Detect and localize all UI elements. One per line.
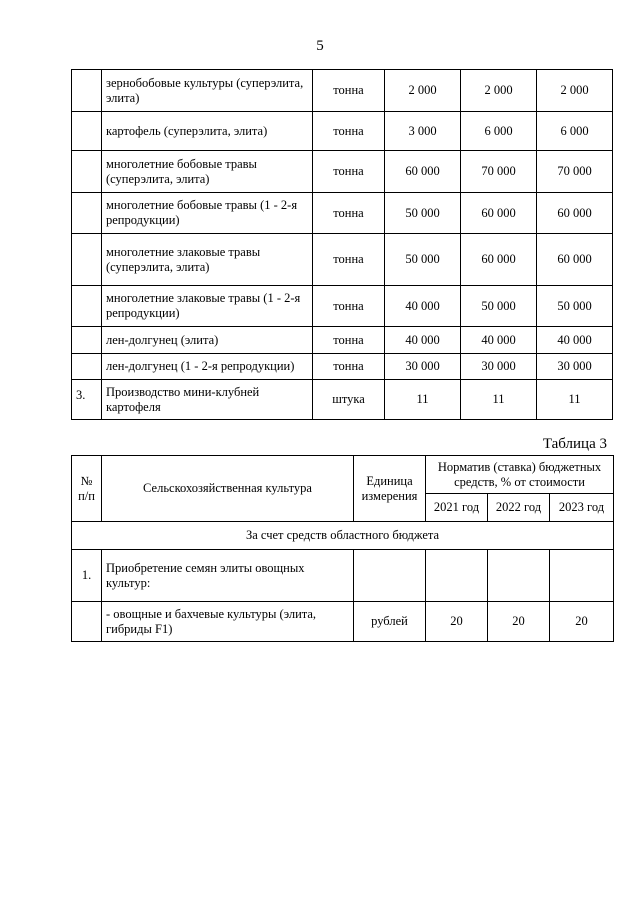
value-2021: 50 000 bbox=[385, 193, 461, 234]
value-2022: 6 000 bbox=[461, 112, 537, 151]
row-number bbox=[72, 70, 102, 112]
table-row bbox=[72, 602, 614, 642]
header-year-2023: 2023 год bbox=[550, 494, 614, 522]
crop-name: картофель (суперэлита, элита) bbox=[102, 112, 313, 151]
value-2021: 60 000 bbox=[385, 151, 461, 193]
table-row bbox=[72, 354, 613, 380]
section-row bbox=[72, 522, 614, 550]
value-2021: 40 000 bbox=[385, 286, 461, 327]
table-row bbox=[72, 380, 613, 420]
header-unit: Единица измерения bbox=[354, 456, 426, 522]
crop-name: зернобобовые культуры (суперэлита, элита) bbox=[102, 70, 313, 112]
table-row bbox=[72, 286, 613, 327]
value-2023: 70 000 bbox=[537, 151, 613, 193]
value-2021: 3 000 bbox=[385, 112, 461, 151]
unit: тонна bbox=[313, 151, 385, 193]
value-2023: 50 000 bbox=[537, 286, 613, 327]
value-2021: 20 bbox=[426, 602, 488, 642]
value-2021: 2 000 bbox=[385, 70, 461, 112]
row-number bbox=[72, 151, 102, 193]
header-norm: Норматив (ставка) бюджетных средств, % от стоимости bbox=[426, 456, 614, 494]
row-number: 3. bbox=[72, 380, 102, 420]
value-2022: 50 000 bbox=[461, 286, 537, 327]
value-2023: 20 bbox=[550, 602, 614, 642]
value-2022: 60 000 bbox=[461, 193, 537, 234]
crop-name: многолетние бобовые травы (1 - 2-я репродукции) bbox=[102, 193, 313, 234]
unit: рублей bbox=[354, 602, 426, 642]
unit: тонна bbox=[313, 70, 385, 112]
value-2021: 50 000 bbox=[385, 234, 461, 286]
crop-name: многолетние бобовые травы (суперэлита, элита) bbox=[102, 151, 313, 193]
value-2021: 30 000 bbox=[385, 354, 461, 380]
value-2022: 70 000 bbox=[461, 151, 537, 193]
table-row bbox=[72, 327, 613, 354]
unit bbox=[354, 550, 426, 602]
page-number: 5 bbox=[316, 38, 324, 54]
value-2023: 6 000 bbox=[537, 112, 613, 151]
crop-name: лен-долгунец (элита) bbox=[102, 327, 313, 354]
row-number: 1. bbox=[72, 550, 102, 602]
header-number: № п/п bbox=[72, 456, 102, 522]
unit: тонна bbox=[313, 234, 385, 286]
table-row bbox=[72, 151, 613, 193]
row-number bbox=[72, 286, 102, 327]
crop-name: Производство мини-клубней картофеля bbox=[102, 380, 313, 420]
value-2022: 11 bbox=[461, 380, 537, 420]
row-number bbox=[72, 354, 102, 380]
seed-cost-table bbox=[71, 69, 613, 420]
crop-name: Приобретение семян элиты овощных культур: bbox=[102, 550, 354, 602]
value-2022: 60 000 bbox=[461, 234, 537, 286]
row-number bbox=[72, 602, 102, 642]
budget-norm-table bbox=[71, 455, 614, 642]
value-2023: 30 000 bbox=[537, 354, 613, 380]
value-2023: 11 bbox=[537, 380, 613, 420]
unit: тонна bbox=[313, 327, 385, 354]
table-row bbox=[72, 193, 613, 234]
table-row bbox=[72, 112, 613, 151]
unit: тонна bbox=[313, 193, 385, 234]
value-2022 bbox=[488, 550, 550, 602]
unit: штука bbox=[313, 380, 385, 420]
header-crop: Сельскохозяйственная культура bbox=[102, 456, 354, 522]
row-number bbox=[72, 234, 102, 286]
value-2021 bbox=[426, 550, 488, 602]
section-title: За счет средств областного бюджета bbox=[72, 522, 614, 550]
row-number bbox=[72, 112, 102, 151]
value-2022: 20 bbox=[488, 602, 550, 642]
crop-name: многолетние злаковые травы (суперэлита, элита) bbox=[102, 234, 313, 286]
header-year-2022: 2022 год bbox=[488, 494, 550, 522]
table-row bbox=[72, 70, 613, 112]
value-2023: 40 000 bbox=[537, 327, 613, 354]
header-year-2021: 2021 год bbox=[426, 494, 488, 522]
crop-name: - овощные и бахчевые культуры (элита, гибриды F1) bbox=[102, 602, 354, 642]
unit: тонна bbox=[313, 354, 385, 380]
value-2021: 40 000 bbox=[385, 327, 461, 354]
value-2021: 11 bbox=[385, 380, 461, 420]
crop-name: лен-долгунец (1 - 2-я репродукции) bbox=[102, 354, 313, 380]
value-2022: 2 000 bbox=[461, 70, 537, 112]
value-2023: 2 000 bbox=[537, 70, 613, 112]
value-2022: 30 000 bbox=[461, 354, 537, 380]
table-row bbox=[72, 234, 613, 286]
value-2023: 60 000 bbox=[537, 193, 613, 234]
crop-name: многолетние злаковые травы (1 - 2-я репродукции) bbox=[102, 286, 313, 327]
table-row bbox=[72, 550, 614, 602]
header-row bbox=[72, 456, 614, 494]
row-number bbox=[72, 193, 102, 234]
value-2023: 60 000 bbox=[537, 234, 613, 286]
unit: тонна bbox=[313, 286, 385, 327]
table-caption: Таблица 3 bbox=[542, 436, 607, 452]
value-2022: 40 000 bbox=[461, 327, 537, 354]
value-2023 bbox=[550, 550, 614, 602]
unit: тонна bbox=[313, 112, 385, 151]
row-number bbox=[72, 327, 102, 354]
